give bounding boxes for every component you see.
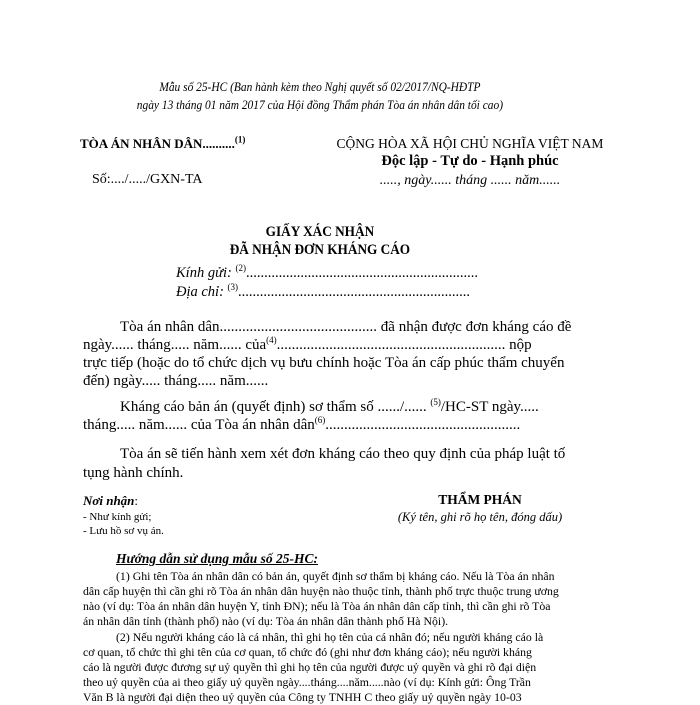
body-p1-line-2a: ngày...... tháng..... năm...... của — [83, 337, 267, 353]
body-p2-line-2b: .................................................... — [325, 417, 521, 433]
body-p1-line-1: Tòa án nhân dân.......................................... đã nhận được đơn kháng cáo đề — [120, 319, 572, 335]
body-p3-line-2: tụng hành chính. — [83, 465, 184, 481]
recipients-label: Nơi nhận — [83, 493, 135, 508]
body-p2-footnote-6: (6) — [314, 415, 326, 425]
document-title-line-1: GIẤY XÁC NHẬN — [265, 224, 375, 240]
guide-2-line-1: (2) Nếu người kháng cáo là cá nhân, thì ghi họ tên của cá nhân đó; nếu người kháng cáo là — [116, 630, 544, 644]
guide-2-line-4: theo uỷ quyền của ai theo giấy uỷ quyền ngày....tháng....năm.....nào (ví dụ: Kính gửi: Ông Trần — [83, 675, 531, 689]
body-p3-line-1: Tòa án sẽ tiến hành xem xét đơn kháng cáo theo quy định của pháp luật tố — [120, 446, 566, 462]
guide-1-line-4: án nhân dân tỉnh (thành phố) nào (ví dụ: Tòa án nhân dân thành phố Hà Nội). — [83, 614, 449, 628]
nation-name: CỘNG HÒA XÃ HỘI CHỦ NGHĨA VIỆT NAM — [336, 136, 604, 151]
court-name-text: TÒA ÁN NHÂN DÂN.......... — [80, 136, 235, 151]
court-name — [80, 136, 245, 152]
recipient-footnote: (2) — [235, 263, 246, 274]
recipients-colon: : — [134, 493, 139, 508]
body-p2-footnote-5: (5) — [430, 397, 441, 407]
guide-1-line-1: (1) Ghi tên Tòa án nhân dân có bản án, quyết định sơ thẩm bị kháng cáo. Nếu là Tòa án nhân — [116, 569, 555, 583]
address-line — [176, 284, 470, 301]
form-reference-line-1: Mẫu số 25-HC (Ban hành kèm theo Nghị quyết số 02/2017/NQ-HĐTP — [159, 80, 481, 94]
body-p2-line-2a: tháng..... năm...... của Tòa án nhân dân — [83, 417, 315, 433]
body-p1-footnote: (4) — [266, 335, 277, 345]
guide-heading: Hướng dẫn sử dụng mẫu số 25-HC: — [116, 551, 318, 566]
body-p1-line-2b: ............................................................. nộp — [276, 337, 532, 353]
national-motto: Độc lập - Tự do - Hạnh phúc — [381, 153, 559, 169]
guide-1-line-2: dân cấp huyện thì cần ghi rõ Tòa án nhân dân huyện nào thuộc tỉnh, thành phố trực thuộc trung ương — [83, 584, 559, 598]
body-p1-line-4: đến) ngày..... tháng..... năm...... — [83, 373, 269, 389]
signer-note: (Ký tên, ghi rõ họ tên, đóng dấu) — [397, 510, 563, 524]
guide-2-line-2: cơ quan, tổ chức thì ghi tên của cơ quan, tổ chức đó (ghi như đơn kháng cáo); nếu người kháng — [83, 645, 532, 659]
guide-2-line-5: Văn B là người đại diện theo uỷ quyền của Công ty TNHH C theo giấy uỷ quyền ngày 10-03 — [83, 690, 522, 704]
body-p2-line-1 — [120, 399, 539, 416]
body-p2-line-2 — [83, 417, 520, 434]
body-p2-line-1a: Kháng cáo bản án (quyết định) sơ thẩm số ....../...... — [120, 399, 431, 415]
recipients-heading — [83, 493, 138, 509]
document-number: Số:..../...../GXN-TA — [92, 172, 203, 187]
issue-date: ....., ngày...... tháng ...... năm...... — [379, 173, 561, 188]
recipient-item-1: - Như kính gửi; — [83, 511, 152, 523]
guide-2-line-3: cáo là người được đương sự uỷ quyền thì ghi họ tên của người được uỷ quyền và ghi rõ đại diện — [83, 660, 537, 674]
address-footnote: (3) — [227, 282, 239, 293]
recipient-label: Kính gửi: — [176, 265, 236, 281]
court-footnote: (1) — [234, 134, 246, 145]
address-dots: ................................................................ — [238, 284, 471, 300]
body-p2-line-1b: /HC-ST ngày..... — [440, 399, 539, 415]
form-reference-line-2: ngày 13 tháng 01 năm 2017 của Hội đồng Thẩm phán Tòa án nhân dân tối cao) — [136, 98, 504, 112]
recipient-item-2: - Lưu hồ sơ vụ án. — [83, 525, 164, 537]
recipient-dots: ................................................................ — [245, 265, 478, 281]
body-p1-line-2 — [83, 337, 532, 354]
guide-1-line-3: nào (ví dụ: Tòa án nhân dân huyện Y, tỉnh ĐN); nếu là Tòa án nhân dân cấp tỉnh, thì cần ghi rõ Tòa — [83, 599, 551, 613]
signer-title: THẨM PHÁN — [438, 492, 522, 507]
document-title-line-2: ĐÃ NHẬN ĐƠN KHÁNG CÁO — [229, 242, 411, 258]
body-p1-line-3: trực tiếp (hoặc do tổ chức dịch vụ bưu chính hoặc Tòa án cấp phúc thẩm chuyển — [83, 355, 565, 371]
recipient-line — [176, 265, 478, 282]
address-label: Địa chỉ: — [176, 284, 228, 300]
